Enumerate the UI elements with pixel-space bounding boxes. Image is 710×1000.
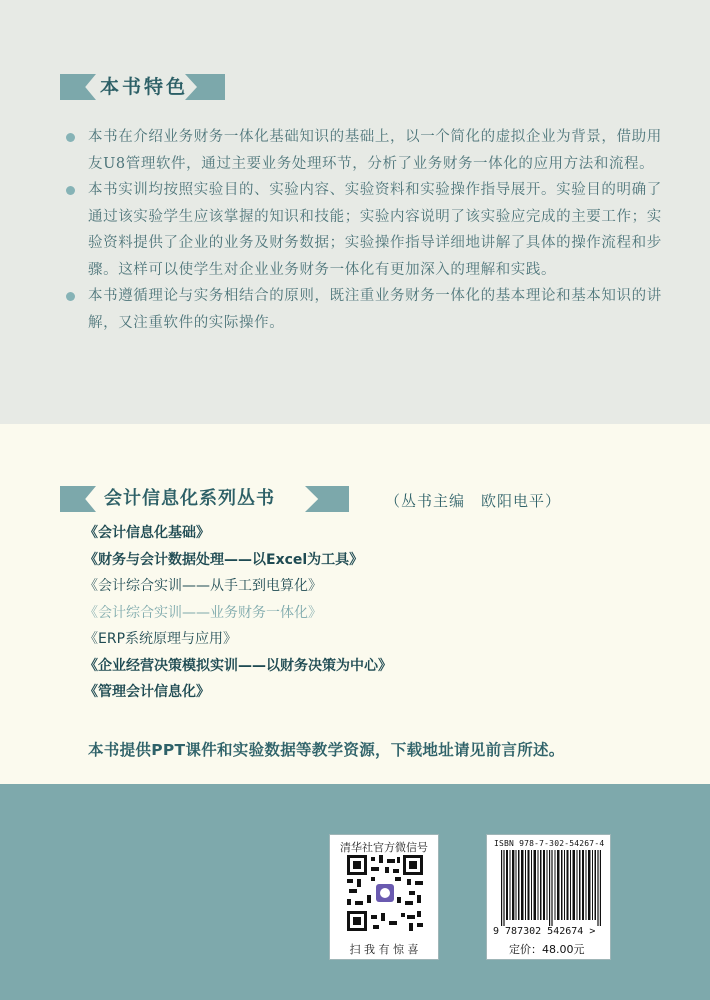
feature-item: [66, 283, 666, 336]
qr-code-icon[interactable]: [347, 855, 423, 931]
series-title: 会计信息化系列丛书: [104, 488, 275, 509]
bullet-icon: [66, 186, 75, 195]
barcode-icon: [501, 850, 601, 926]
book-title: 《ERP系统原理与应用》: [84, 631, 238, 647]
resources-note: 本书提供PPT课件和实验数据等教学资源，下载地址请见前言所述。: [88, 741, 565, 759]
feature-item: [66, 124, 666, 177]
series-book-list: [84, 520, 392, 706]
feature-item: [66, 177, 666, 283]
feature-text: 本书遵循理论与实务相结合的原则，既注重业务财务一体化的基本理论和基本知识的讲解，又注重软件的实际操作。: [88, 288, 662, 331]
bullet-icon: [66, 292, 75, 301]
book-title: 《管理会计信息化》: [84, 684, 210, 700]
series-editor: （丛书主编 欧阳电平）: [385, 492, 562, 510]
book-title: 《财务与会计数据处理——以Excel为工具》: [84, 551, 364, 568]
book-title: 《会计综合实训——从手工到电算化》: [84, 578, 322, 594]
features-title: 本书特色: [100, 76, 189, 98]
book-title: 《企业经营决策模拟实训——以财务决策为中心》: [84, 657, 392, 674]
features-list: [66, 124, 666, 336]
book-title-current: 《会计综合实训——业务财务一体化》: [84, 604, 322, 621]
isbn-barcode-card: [486, 834, 611, 960]
isbn-digits: 9 787302 542674 >: [493, 926, 596, 937]
book-title: 《会计信息化基础》: [84, 525, 210, 541]
qr-code-card: [329, 834, 439, 960]
feature-text: 本书实训均按照实验目的、实验内容、实验资料和实验操作指导展开。实验目的明确了通过该实验学生应该掌握的知识和技能；实验内容说明了该实验应完成的主要工作；实验资料提供了企业的业务及财务数据；实验操作指导详细地讲解了具体的操作流程和步骤。这样可以使学生对企业业务财务一体化有更加深入的理解和实践。: [88, 182, 662, 278]
qr-caption-bottom: 扫 我 有 惊 喜: [349, 943, 419, 956]
bullet-icon: [66, 133, 75, 142]
isbn-label: ISBN 978-7-302-54267-4: [494, 839, 605, 848]
price-label: 定价：48.00元: [509, 943, 585, 956]
feature-text: 本书在介绍业务财务一体化基础知识的基础上，以一个简化的虚拟企业为背景，借助用友U8管理软件，通过主要业务处理环节，分析了业务财务一体化的应用方法和流程。: [88, 129, 662, 172]
qr-caption-top: 清华社官方微信号: [340, 841, 428, 854]
